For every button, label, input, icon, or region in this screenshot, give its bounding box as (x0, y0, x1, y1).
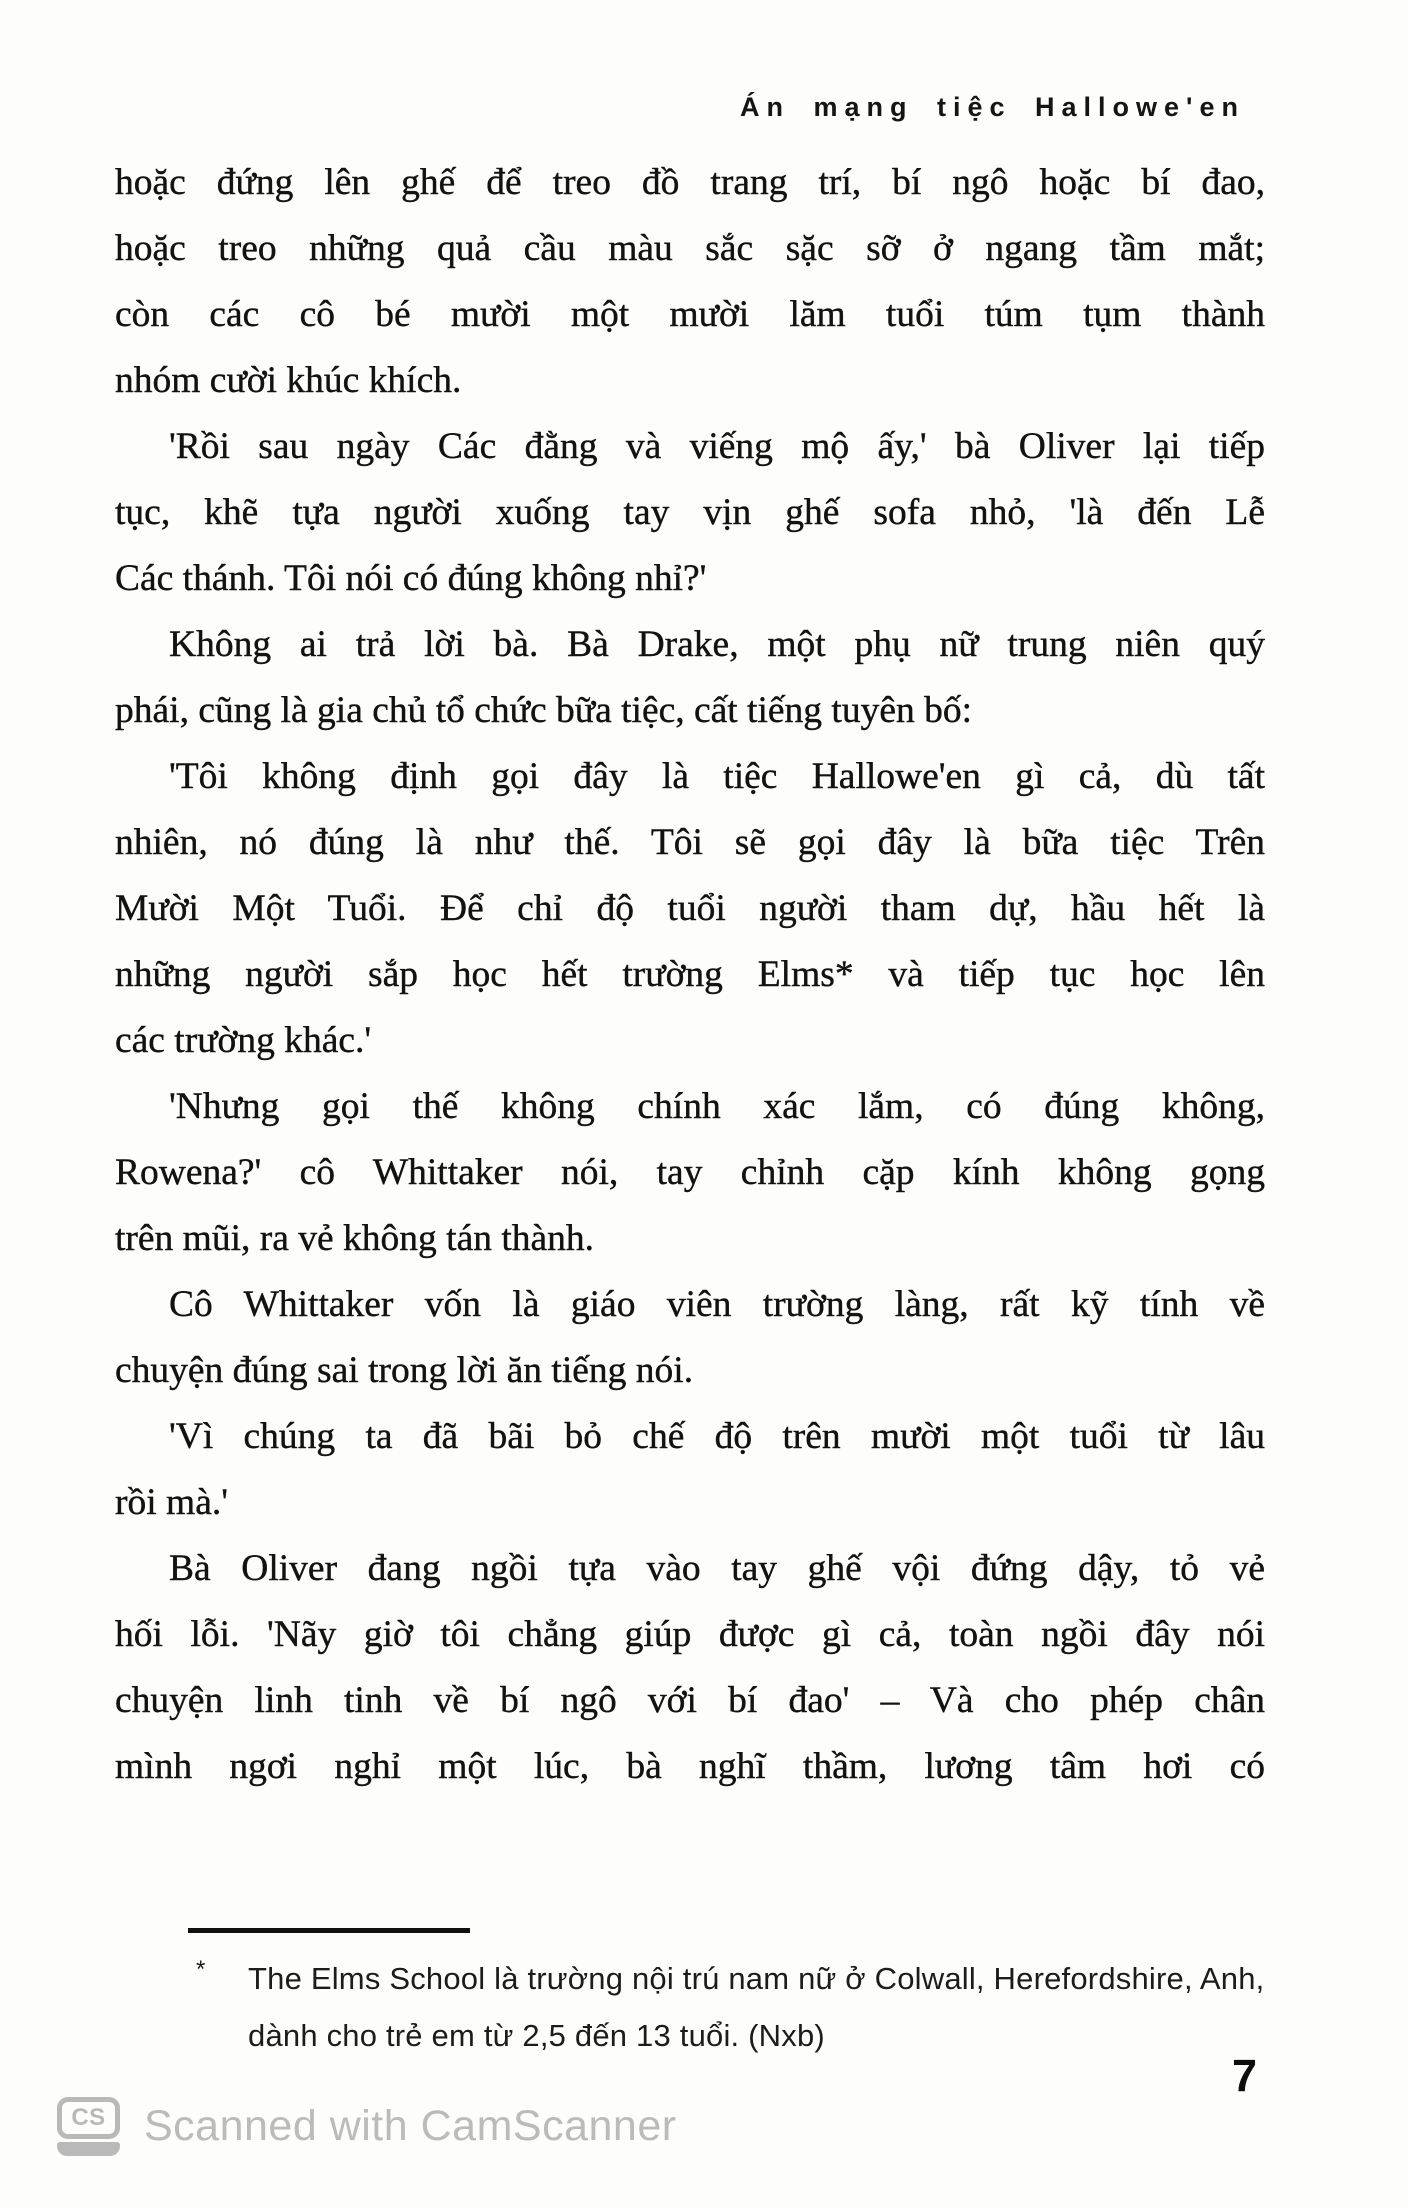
text-line: 'Tôi không định gọi đây là tiệc Hallowe'en gì cả, dù tất (169, 756, 1265, 797)
camscanner-logo-icon (57, 2097, 120, 2156)
paragraph (115, 1536, 1265, 1800)
text-line: nhóm cười khúc khích. (115, 360, 462, 401)
camscanner-watermark (57, 2097, 677, 2156)
text-line: 'Vì chúng ta đã bãi bỏ chế độ trên mười một tuổi từ lâu (169, 1416, 1265, 1457)
paragraph (115, 744, 1265, 1074)
body-text (115, 150, 1265, 1800)
paragraph (115, 1404, 1265, 1536)
text-line: Mười Một Tuổi. Để chỉ độ tuổi người tham dự, hầu hết là (115, 888, 1265, 929)
camscanner-logo-base (57, 2142, 120, 2156)
footnote-lines (248, 1950, 1296, 2064)
text-line: chuyện đúng sai trong lời ăn tiếng nói. (115, 1350, 694, 1391)
text-line: rồi mà.' (115, 1482, 228, 1523)
footnote-divider (188, 1928, 470, 1933)
paragraph (115, 150, 1265, 414)
page-number: 7 (1231, 2050, 1257, 2101)
footnote-marker: * (196, 1956, 206, 1983)
text-line: phái, cũng là gia chủ tổ chức bữa tiệc, cất tiếng tuyên bố: (115, 690, 973, 731)
footnote-line: The Elms School là trường nội trú nam nữ ở Colwall, Herefordshire, Anh, (248, 1961, 1265, 1996)
text-line: Bà Oliver đang ngồi tựa vào tay ghế vội đứng dậy, tỏ vẻ (169, 1548, 1265, 1589)
text-line: 'Rồi sau ngày Các đằng và viếng mộ ấy,' bà Oliver lại tiếp (169, 426, 1265, 467)
camscanner-logo-letters: CS (71, 2104, 106, 2131)
text-line: chuyện linh tinh về bí ngô với bí đao' – Và cho phép chân (115, 1680, 1265, 1721)
paragraph (115, 612, 1265, 744)
text-line: còn các cô bé mười một mười lăm tuổi túm tụm thành (115, 294, 1265, 335)
text-line: Rowena?' cô Whittaker nói, tay chỉnh cặp kính không gọng (115, 1152, 1265, 1193)
paragraph (115, 1272, 1265, 1404)
text-line: Cô Whittaker vốn là giáo viên trường làng, rất kỹ tính về (169, 1284, 1265, 1325)
text-line: mình ngơi nghỉ một lúc, bà nghĩ thầm, lương tâm hơi có (115, 1746, 1265, 1787)
footnote (196, 1950, 1296, 2064)
text-line: tục, khẽ tựa người xuống tay vịn ghế sofa nhỏ, 'là đến Lễ (115, 492, 1265, 533)
text-line: Không ai trả lời bà. Bà Drake, một phụ nữ trung niên quý (169, 624, 1265, 665)
text-line: những người sắp học hết trường Elms* và tiếp tục học lên (115, 954, 1265, 995)
paragraph (115, 1074, 1265, 1272)
footnote-line: dành cho trẻ em từ 2,5 đến 13 tuổi. (Nxb) (248, 2018, 825, 2053)
text-line: các trường khác.' (115, 1020, 372, 1061)
paragraph (115, 414, 1265, 612)
camscanner-label: Scanned with CamScanner (144, 2102, 677, 2150)
text-line: hoặc đứng lên ghế để treo đồ trang trí, bí ngô hoặc bí đao, (115, 162, 1265, 203)
text-line: hối lỗi. 'Nãy giờ tôi chẳng giúp được gì cả, toàn ngồi đây nói (115, 1614, 1265, 1655)
text-line: 'Nhưng gọi thế không chính xác lắm, có đúng không, (169, 1086, 1265, 1127)
text-line: trên mũi, ra vẻ không tán thành. (115, 1218, 595, 1259)
text-line: nhiên, nó đúng là như thế. Tôi sẽ gọi đây là bữa tiệc Trên (115, 822, 1265, 863)
text-line: Các thánh. Tôi nói có đúng không nhỉ?' (115, 558, 707, 599)
running-head: Án mạng tiệc Hallowe'en (740, 92, 1245, 122)
text-line: hoặc treo những quả cầu màu sắc sặc sỡ ở ngang tầm mắt; (115, 228, 1265, 269)
